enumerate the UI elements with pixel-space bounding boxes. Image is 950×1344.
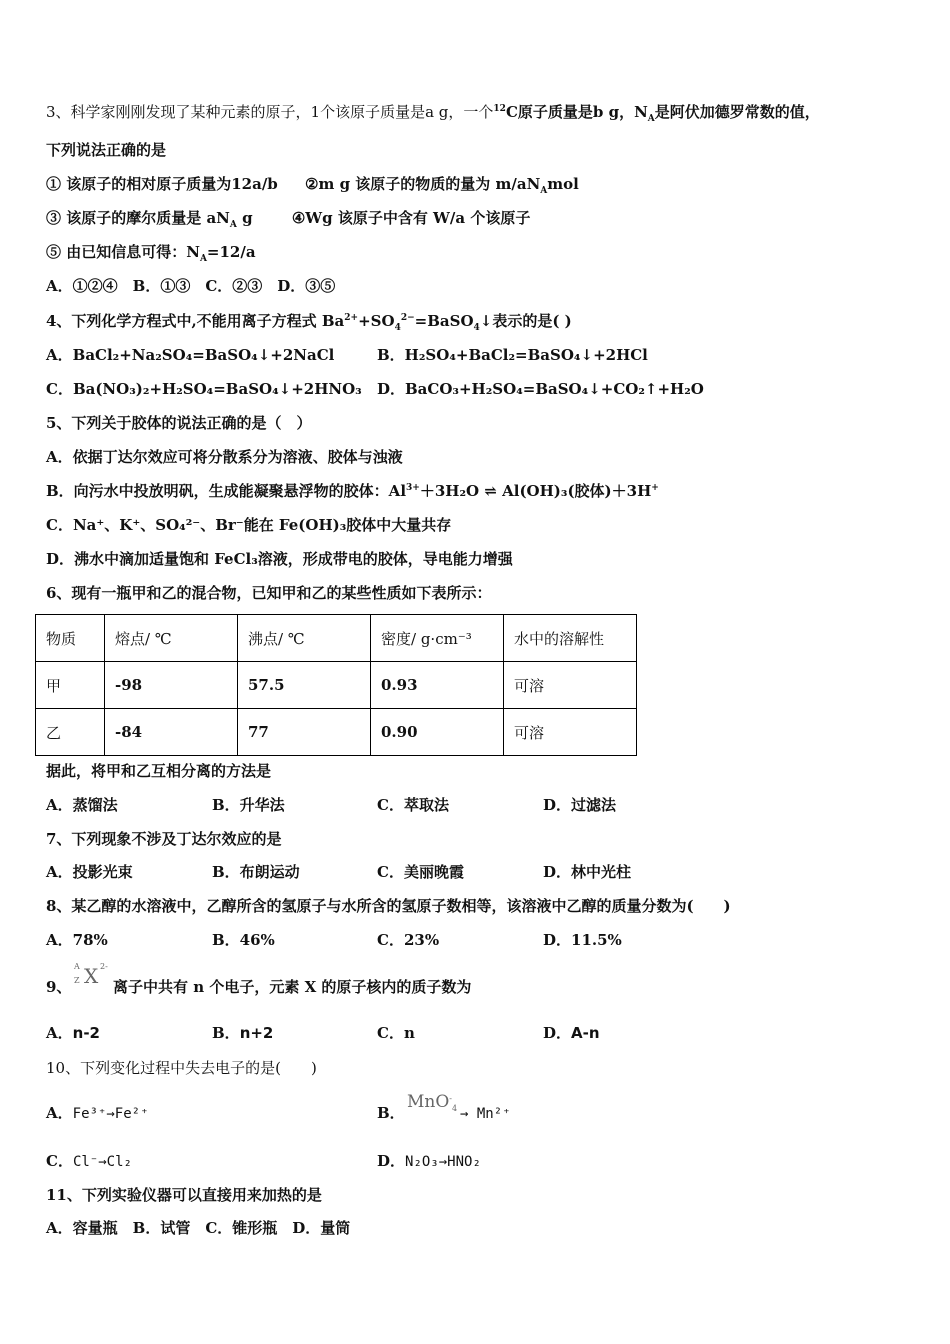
q9-number: 9、 <box>46 978 72 996</box>
q3-statements-1-2: ① 该原子的相对原子质量为12a/b ②m g 该原子的物质的量为 $m/aN_Amol$ <box>46 175 579 196</box>
table-cell: 可溶 <box>504 662 637 709</box>
table-row <box>36 709 637 756</box>
q9-option-a: A．n-2 <box>46 1024 100 1042</box>
table-header-cell: 物质 <box>36 615 105 662</box>
q7-option-b: B．布朗运动 <box>212 863 300 881</box>
q4-option-d: D．BaCO₃+H₂SO₄=BaSO₄↓+CO₂↑+H₂O <box>377 380 704 398</box>
q5-stem: 5、下列关于胶体的说法正确的是（ ） <box>46 414 312 432</box>
q9-option-d: D．A-n <box>543 1024 600 1042</box>
q10-stem: 10、下列变化过程中失去电子的是( ) <box>46 1059 317 1077</box>
q4-option-c: C．Ba(NO₃)₂+H₂SO₄=BaSO₄↓+2HNO₃ <box>46 380 362 398</box>
q5-option-c: C．Na⁺、K⁺、SO₄²⁻、Br⁻能在 Fe(OH)₃胶体中大量共存 <box>46 516 452 534</box>
q4-option-b: B．H₂SO₄+BaCl₂=BaSO₄↓+2HCl <box>377 346 648 364</box>
table-cell: 0.90 <box>371 709 504 756</box>
table-cell: -84 <box>105 709 238 756</box>
q10-option-d: D．N₂O₃→HNO₂ <box>377 1152 481 1170</box>
table-cell: 0.93 <box>371 662 504 709</box>
table-row <box>36 662 637 709</box>
q9-stem: 离子中共有 n 个电子，元素 X 的原子核内的质子数为 <box>113 978 472 996</box>
table-header-row <box>36 615 637 662</box>
q8-option-d: D．11.5% <box>543 931 622 949</box>
q11-options: A．容量瓶 B．试管 C．锥形瓶 D．量筒 <box>46 1219 351 1237</box>
q8-option-c: C．23% <box>377 931 440 949</box>
q5-option-d: D．沸水中滴加适量饱和 FeCl₃溶液，形成带电的胶体，导电能力增强 <box>46 550 513 568</box>
q11-stem: 11、下列实验仪器可以直接用来加热的是 <box>46 1186 322 1204</box>
table-header-cell: 水中的溶解性 <box>504 615 637 662</box>
q6-option-c: C．萃取法 <box>377 796 449 814</box>
table-header-cell: 沸点/ ℃ <box>238 615 371 662</box>
q4-option-a: A．BaCl₂+Na₂SO₄=BaSO₄↓+2NaCl <box>46 346 335 364</box>
q10-option-b-label: B． <box>377 1104 405 1122</box>
q10-option-b: → Mn²⁺ <box>460 1106 511 1122</box>
table-cell: 乙 <box>36 709 105 756</box>
q5-option-b: B．向污水中投放明矾，生成能凝聚悬浮物的胶体：$Al^{3+}+3H_2O$ ⇌ Al(OH)₃(胶体)＋3H+ <box>46 482 659 500</box>
q6-option-a: A．蒸馏法 <box>46 796 118 814</box>
q6-stem: 6、现有一瓶甲和乙的混合物，已知甲和乙的某些性质如下表所示： <box>46 584 492 602</box>
q7-option-c: C．美丽晚霞 <box>377 863 464 881</box>
q3-stem: 3、科学家刚刚发现了某种元素的原子，1个该原子质量是a g，一个$^{12}$C原子质量是b g，$N_A$是阿伏加德罗常数的值， <box>46 103 820 124</box>
q8-stem: 8、某乙醇的水溶液中，乙醇所含的氢原子与水所含的氢原子数相等，该溶液中乙醇的质量分数为( ) <box>46 897 731 915</box>
table-cell: 甲 <box>36 662 105 709</box>
q7-stem: 7、下列现象不涉及丁达尔效应的是 <box>46 830 282 848</box>
q6-option-d: D．过滤法 <box>543 796 617 814</box>
q3-stem-line2: 下列说法正确的是 <box>46 141 167 159</box>
q3-options: A．①②④ B．①③ C．②③ D．③⑤ <box>46 277 336 295</box>
q6-after: 据此，将甲和乙互相分离的方法是 <box>46 762 272 780</box>
q5-option-a: A．依据丁达尔效应可将分散系分为溶液、胶体与浊液 <box>46 448 403 466</box>
table-header-cell: 熔点/ ℃ <box>105 615 238 662</box>
table-cell: 77 <box>238 709 371 756</box>
q7-option-d: D．林中光柱 <box>543 863 632 881</box>
table-cell: -98 <box>105 662 238 709</box>
table-header-cell: 密度/ g·cm⁻³ <box>371 615 504 662</box>
q9-option-b: B．n+2 <box>212 1024 274 1042</box>
q7-option-a: A．投影光束 <box>46 863 133 881</box>
table-cell: 可溶 <box>504 709 637 756</box>
properties-table <box>35 614 637 756</box>
q3-statement-5: ⑤ 由已知信息可得：$N_A=12/a$ <box>46 243 256 264</box>
q6-option-b: B．升华法 <box>212 796 285 814</box>
q4-stem: 4、下列化学方程式中,不能用离子方程式 $Ba^{2+}+SO_4^{2-}=BaSO_4↓$表示的是( ) <box>46 312 572 333</box>
permanganate-formula: MnO-$_4$ <box>407 1092 458 1113</box>
q9-option-c: C．n <box>377 1024 415 1042</box>
q8-option-b: B．46% <box>212 931 275 949</box>
q3-statements-3-4: ③ 该原子的摩尔质量是 $aN_A$ g ④Wg 该原子中含有 W/a 个该原子 <box>46 209 531 230</box>
q10-option-a: A．Fe³⁺→Fe²⁺ <box>46 1104 149 1122</box>
isotope-symbol: A Z X 2- <box>74 962 108 988</box>
q10-option-c: C．Cl⁻→Cl₂ <box>46 1152 132 1170</box>
table-cell: 57.5 <box>238 662 371 709</box>
q8-option-a: A．78% <box>46 931 108 949</box>
